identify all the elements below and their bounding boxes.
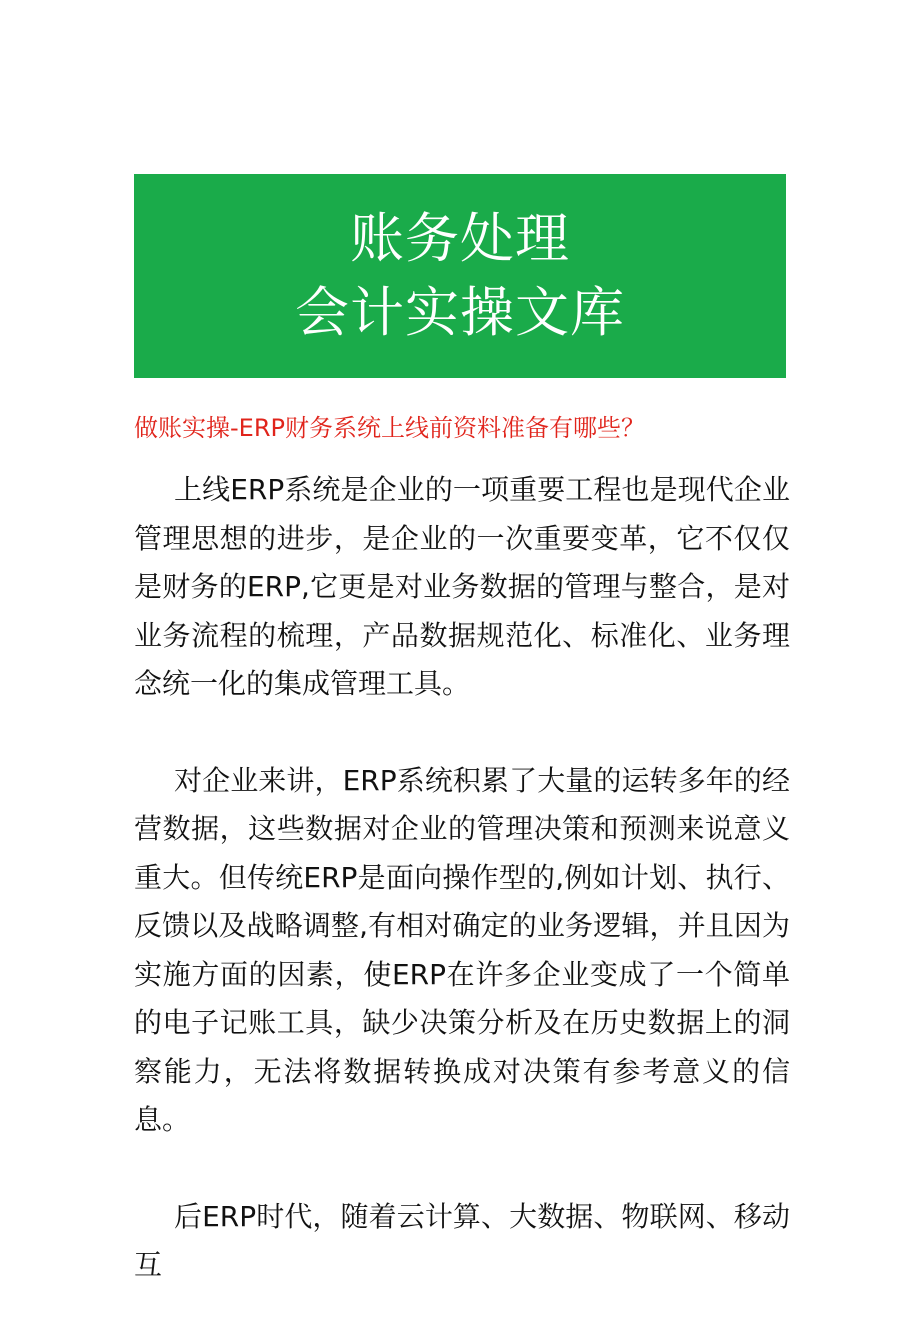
paragraph-1: 上线ERP系统是企业的一项重要工程也是现代企业管理思想的进步，是企业的一次重要变革，它不仅仅是财务的ERP,它更是对业务数据的管理与整合，是对业务流程的梳理，产品数据规范化、标准化、业务理念统一化的集成管理工具。 xyxy=(134,473,790,700)
article-body xyxy=(134,466,790,1338)
banner-title-line-2: 会计实操文库 xyxy=(295,281,625,344)
article-title: 做账实操-ERP财务系统上线前资料准备有哪些？ xyxy=(134,414,645,442)
title-banner xyxy=(134,174,786,378)
paragraph-2: 对企业来讲，ERP系统积累了大量的运转多年的经营数据，这些数据对企业的管理决策和预测来说意义重大。但传统ERP是面向操作型的,例如计划、执行、反馈以及战略调整,有相对确定的业务逻辑，并且因为实施方面的因素，使ERP在许多企业变成了一个简单的电子记账工具，缺少决策分析及在历史数据上的洞察能力，无法将数据转换成对决策有参考意义的信息。 xyxy=(134,763,790,1136)
banner-title-line-1: 账务处理 xyxy=(350,207,570,270)
paragraph-3: 后ERP时代，随着云计算、大数据、物联网、移动互 xyxy=(134,1199,790,1281)
